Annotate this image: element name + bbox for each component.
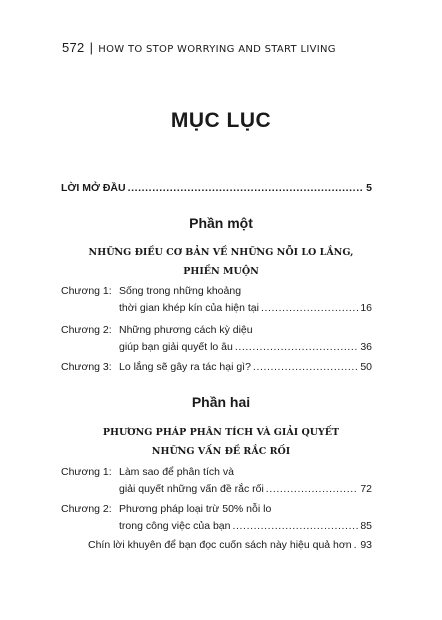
toc-entry-page: 93 <box>360 539 372 551</box>
toc-entry-chapter[interactable] <box>61 503 271 515</box>
book-title: HOW TO STOP WORRYING AND START LIVING <box>98 44 336 55</box>
part-subtitle-line: PHIỀN MUỘN <box>183 266 259 277</box>
part-subtitle-line: NHỮNG ĐIỀU CƠ BẢN VỀ NHỮNG NỖI LO LẮNG, <box>88 247 354 258</box>
chapter-line <box>61 361 251 373</box>
chapter-title-line: Những phương cách kỳ diệu <box>119 324 253 336</box>
dot-leader <box>253 361 358 373</box>
toc-entry-chapter[interactable] <box>61 361 372 373</box>
chapter-title-line: Lo lắng sẽ gây ra tác hại gì? <box>119 361 251 373</box>
toc-entry-chapter-cont[interactable] <box>119 520 372 532</box>
dot-leader <box>235 341 358 353</box>
chapter-title-line: thời gian khép kín của hiện tại <box>119 302 259 314</box>
chapter-title-line: Làm sao để phân tích và <box>119 466 234 478</box>
toc-entry-chapter-cont[interactable] <box>119 341 372 353</box>
dot-leader <box>261 302 358 314</box>
toc-entry-chapter-cont[interactable] <box>119 302 372 314</box>
toc-entry-chapter-cont[interactable] <box>119 483 372 495</box>
part-subtitle <box>60 243 382 281</box>
chapter-number: Chương 1: <box>61 466 112 478</box>
toc-entry-chapter[interactable] <box>61 285 241 297</box>
toc-entry-extra[interactable] <box>88 539 372 551</box>
toc-entry-label: LỜI MỞ ĐẦU <box>61 182 126 194</box>
part-subtitle <box>60 423 382 461</box>
part-heading: Phần hai <box>191 394 251 410</box>
part-subtitle-line: NHỮNG VẤN ĐỀ RẮC RỐI <box>151 446 291 457</box>
toc-entry-label: Chín lời khuyên để bạn đọc cuốn sách này hiệu quả hơn <box>88 539 352 551</box>
dot-leader <box>128 182 365 194</box>
toc-entry-chapter[interactable] <box>61 466 234 478</box>
chapter-number: Chương 2: <box>61 503 112 515</box>
chapter-title-line: giúp bạn giải quyết lo âu <box>119 341 233 353</box>
chapter-title-line: giải quyết những vấn đề rắc rối <box>119 483 264 495</box>
dot-leader <box>354 539 359 551</box>
page-number: 572 <box>62 40 85 55</box>
toc-entry-page: 16 <box>360 302 372 314</box>
toc-entry-page: 72 <box>360 483 372 495</box>
page-title: MỤC LỤC <box>170 109 272 132</box>
part-subtitle-line: PHƯƠNG PHÁP PHÂN TÍCH VÀ GIẢI QUYẾT <box>102 427 340 438</box>
chapter-title-line: trong công việc của bạn <box>119 520 231 532</box>
toc-entry-page: 85 <box>360 520 372 532</box>
toc-entry-intro[interactable] <box>61 182 372 194</box>
chapter-number: Chương 1: <box>61 285 112 297</box>
chapter-title-line: Sống trong những khoảng <box>119 285 242 297</box>
toc-entry-page: 5 <box>366 182 372 194</box>
dot-leader <box>233 520 359 532</box>
chapter-number: Chương 2: <box>61 324 112 336</box>
dot-leader <box>266 483 359 495</box>
chapter-number: Chương 3: <box>61 361 112 373</box>
part-heading: Phần một <box>189 215 253 231</box>
toc-entry-page: 50 <box>360 361 372 373</box>
chapter-title-line: Phương pháp loại trừ 50% nỗi lo <box>119 503 272 515</box>
toc-entry-chapter[interactable] <box>61 324 253 336</box>
running-header <box>62 40 336 55</box>
toc-entry-page: 36 <box>360 341 372 353</box>
header-separator: | <box>89 40 94 55</box>
